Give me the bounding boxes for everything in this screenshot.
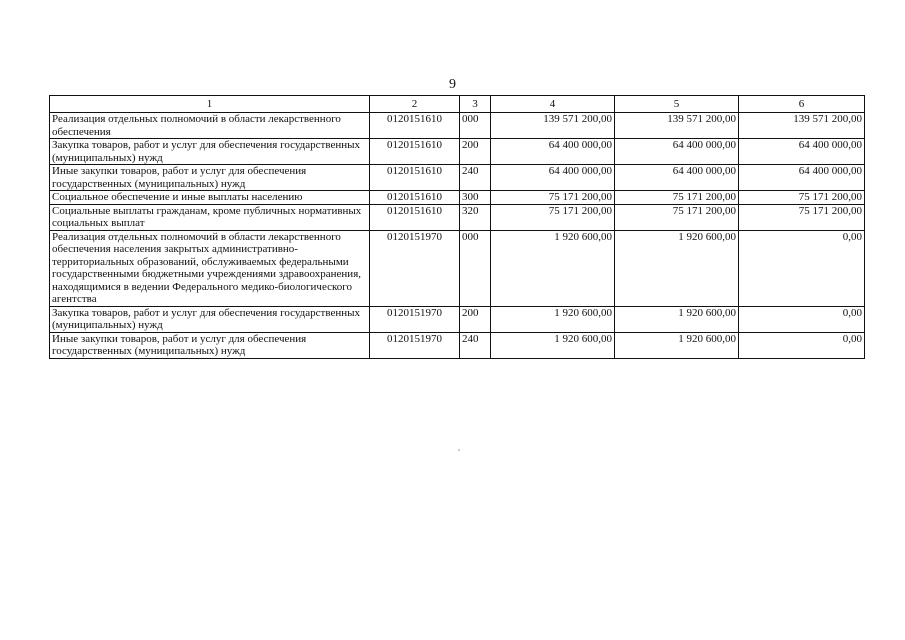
row-name: Социальные выплаты гражданам, кроме публичных нормативных социальных выплат <box>50 204 370 230</box>
row-amount-col-4: 139 571 200,00 <box>491 113 615 139</box>
row-amount-col-4: 75 171 200,00 <box>491 191 615 205</box>
table-row <box>50 139 865 165</box>
table-row <box>50 204 865 230</box>
row-expense-type-code: 200 <box>460 139 491 165</box>
header-col-1: 1 <box>50 96 370 113</box>
row-target-article-code: 0120151610 <box>370 139 460 165</box>
row-expense-type-code: 320 <box>460 204 491 230</box>
row-target-article-code: 0120151610 <box>370 165 460 191</box>
row-name: Закупка товаров, работ и услуг для обеспечения государственных (муниципальных) нужд <box>50 139 370 165</box>
row-amount-col-5: 1 920 600,00 <box>615 230 739 306</box>
row-amount-col-5: 64 400 000,00 <box>615 165 739 191</box>
row-expense-type-code: 300 <box>460 191 491 205</box>
row-expense-type-code: 240 <box>460 165 491 191</box>
row-amount-col-6: 0,00 <box>739 332 865 358</box>
row-name: Закупка товаров, работ и услуг для обеспечения государственных (муниципальных) нужд <box>50 306 370 332</box>
table-row <box>50 332 865 358</box>
scan-speck <box>458 449 460 451</box>
row-amount-col-6: 75 171 200,00 <box>739 191 865 205</box>
header-col-4: 4 <box>491 96 615 113</box>
row-name: Социальное обеспечение и иные выплаты населению <box>50 191 370 205</box>
row-target-article-code: 0120151970 <box>370 230 460 306</box>
row-amount-col-4: 64 400 000,00 <box>491 165 615 191</box>
row-amount-col-4: 75 171 200,00 <box>491 204 615 230</box>
row-name: Иные закупки товаров, работ и услуг для обеспечения государственных (муниципальных) нужд <box>50 332 370 358</box>
row-amount-col-5: 139 571 200,00 <box>615 113 739 139</box>
row-expense-type-code: 240 <box>460 332 491 358</box>
header-row <box>50 96 865 113</box>
row-amount-col-5: 75 171 200,00 <box>615 204 739 230</box>
row-target-article-code: 0120151970 <box>370 306 460 332</box>
row-expense-type-code: 000 <box>460 113 491 139</box>
page-number: 9 <box>449 77 456 92</box>
row-amount-col-4: 1 920 600,00 <box>491 306 615 332</box>
budget-table <box>49 95 865 359</box>
row-name: Реализация отдельных полномочий в области лекарственного обеспечения населения закрытых административно-территориальных образований, обслуживаемых федеральными государственными бюджетными учреждениями здравоохранения, находящимися в ведении Федерального медико-биологического агентства <box>50 230 370 306</box>
row-amount-col-6: 64 400 000,00 <box>739 139 865 165</box>
table-header <box>50 96 865 113</box>
row-amount-col-6: 139 571 200,00 <box>739 113 865 139</box>
row-amount-col-5: 1 920 600,00 <box>615 306 739 332</box>
row-target-article-code: 0120151610 <box>370 113 460 139</box>
row-amount-col-4: 1 920 600,00 <box>491 332 615 358</box>
table-row <box>50 230 865 306</box>
row-amount-col-5: 64 400 000,00 <box>615 139 739 165</box>
row-target-article-code: 0120151610 <box>370 191 460 205</box>
row-expense-type-code: 200 <box>460 306 491 332</box>
table-row <box>50 113 865 139</box>
row-amount-col-4: 1 920 600,00 <box>491 230 615 306</box>
row-amount-col-6: 0,00 <box>739 306 865 332</box>
row-target-article-code: 0120151610 <box>370 204 460 230</box>
row-expense-type-code: 000 <box>460 230 491 306</box>
row-target-article-code: 0120151970 <box>370 332 460 358</box>
row-amount-col-5: 1 920 600,00 <box>615 332 739 358</box>
row-amount-col-6: 64 400 000,00 <box>739 165 865 191</box>
header-col-2: 2 <box>370 96 460 113</box>
table-row <box>50 191 865 205</box>
table-row <box>50 306 865 332</box>
row-amount-col-5: 75 171 200,00 <box>615 191 739 205</box>
row-name: Реализация отдельных полномочий в области лекарственного обеспечения <box>50 113 370 139</box>
table-body <box>50 113 865 359</box>
row-amount-col-4: 64 400 000,00 <box>491 139 615 165</box>
header-col-5: 5 <box>615 96 739 113</box>
row-amount-col-6: 0,00 <box>739 230 865 306</box>
header-col-6: 6 <box>739 96 865 113</box>
header-col-3: 3 <box>460 96 491 113</box>
row-amount-col-6: 75 171 200,00 <box>739 204 865 230</box>
table-row <box>50 165 865 191</box>
row-name: Иные закупки товаров, работ и услуг для обеспечения государственных (муниципальных) нужд <box>50 165 370 191</box>
